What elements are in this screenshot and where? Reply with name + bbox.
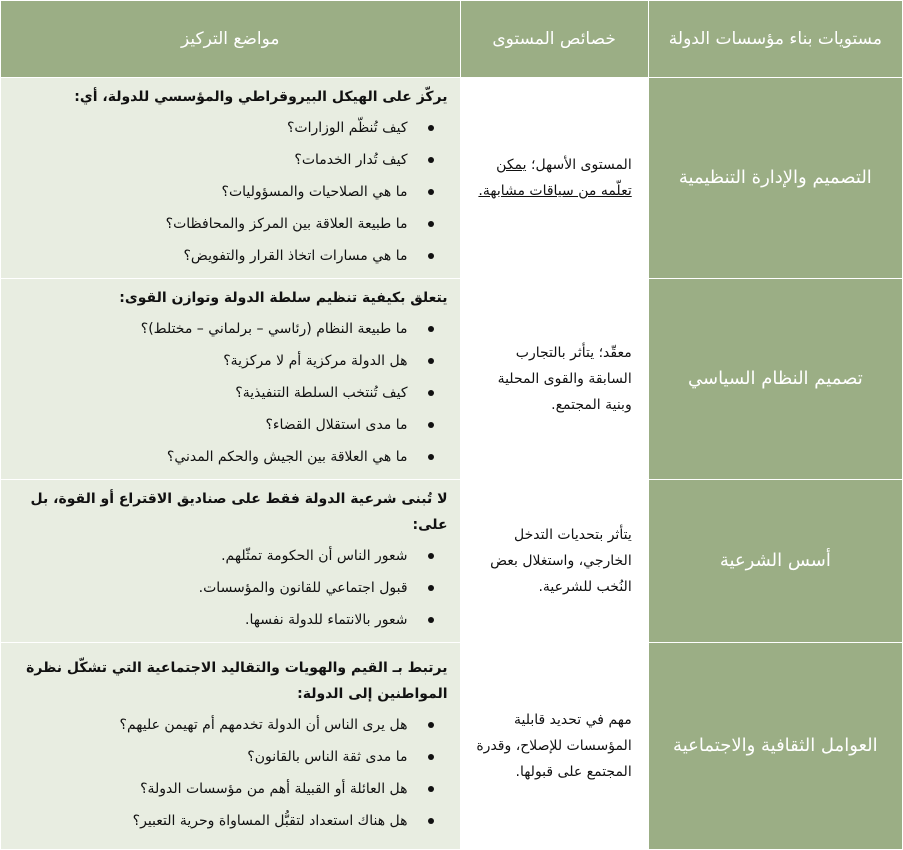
focus-intro: لا تُبنى شرعية الدولة فقط على صناديق الاقتراع أو القوة، بل على: — [30, 491, 448, 533]
characteristics-cell: يتأثر بتحديات التدخل الخارجي، واستغلال بعض النُخب للشرعية. — [460, 480, 648, 643]
table-row — [1, 78, 903, 279]
list-item: هل هناك استعداد لتقبُّل المساواة وحرية التعبير؟ — [11, 805, 408, 837]
level-cell: أسس الشرعية — [648, 480, 902, 643]
characteristics-cell: معقّد؛ يتأثر بالتجارب السابقة والقوى المحلية وبنية المجتمع. — [460, 279, 648, 480]
header-levels: مستويات بناء مؤسسات الدولة — [648, 1, 902, 78]
focus-cell — [1, 480, 461, 643]
list-item: ما هي الصلاحيات والمسؤوليات؟ — [11, 176, 408, 208]
focus-cell — [1, 643, 461, 850]
list-item: شعور الناس أن الحكومة تمثّلهم. — [11, 540, 408, 572]
header-characteristics: خصائص المستوى — [460, 1, 648, 78]
table-row — [1, 643, 903, 850]
characteristics-cell: مهم في تحديد قابلية المؤسسات للإصلاح، وقدرة المجتمع على قبولها. — [460, 643, 648, 850]
list-item: هل يرى الناس أن الدولة تخدمهم أم تهيمن عليهم؟ — [11, 709, 408, 741]
level-cell: العوامل الثقافية والاجتماعية — [648, 643, 902, 850]
list-item: ما هي مسارات اتخاذ القرار والتفويض؟ — [11, 240, 408, 272]
focus-list — [11, 112, 448, 272]
list-item: كيف تُدار الخدمات؟ — [11, 144, 408, 176]
list-item: هل الدولة مركزية أم لا مركزية؟ — [11, 345, 408, 377]
focus-cell — [1, 78, 461, 279]
list-item: ما هي العلاقة بين الجيش والحكم المدني؟ — [11, 441, 408, 473]
focus-intro: يتعلق بكيفية تنظيم سلطة الدولة وتوازن القوى: — [119, 290, 448, 306]
list-item: كيف تُنتخب السلطة التنفيذية؟ — [11, 377, 408, 409]
table-row — [1, 480, 903, 643]
focus-list — [11, 313, 448, 473]
list-item: قبول اجتماعي للقانون والمؤسسات. — [11, 572, 408, 604]
level-cell: التصميم والإدارة التنظيمية — [648, 78, 902, 279]
focus-intro: يرتبط بـ القيم والهويات والتقاليد الاجتماعية التي تشكّل نظرة المواطنين إلى الدولة: — [26, 660, 448, 702]
list-item: ما مدى ثقة الناس بالقانون؟ — [11, 741, 408, 773]
list-item: هل العائلة أو القبيلة أهم من مؤسسات الدولة؟ — [11, 773, 408, 805]
list-item: شعور بالانتماء للدولة نفسها. — [11, 604, 408, 636]
focus-list — [11, 540, 448, 636]
header-focus: مواضع التركيز — [1, 1, 461, 78]
table-row — [1, 279, 903, 480]
list-item: ما مدى استقلال القضاء؟ — [11, 409, 408, 441]
list-item: ما طبيعة العلاقة بين المركز والمحافظات؟ — [11, 208, 408, 240]
characteristics-text: المستوى الأسهل؛ — [531, 157, 632, 173]
focus-list — [11, 709, 448, 837]
focus-intro: يركّز على الهيكل البيروقراطي والمؤسسي للدولة، أي: — [74, 89, 448, 105]
list-item: كيف تُنظّم الوزارات؟ — [11, 112, 408, 144]
characteristics-underlined-text: يمكن تعلّمه من سياقات مشابهة. — [478, 157, 632, 199]
characteristics-cell — [460, 78, 648, 279]
focus-cell — [1, 279, 461, 480]
header-row — [1, 1, 903, 78]
list-item: ما طبيعة النظام (رئاسي – برلماني – مختلط)؟ — [11, 313, 408, 345]
level-cell: تصميم النظام السياسي — [648, 279, 902, 480]
